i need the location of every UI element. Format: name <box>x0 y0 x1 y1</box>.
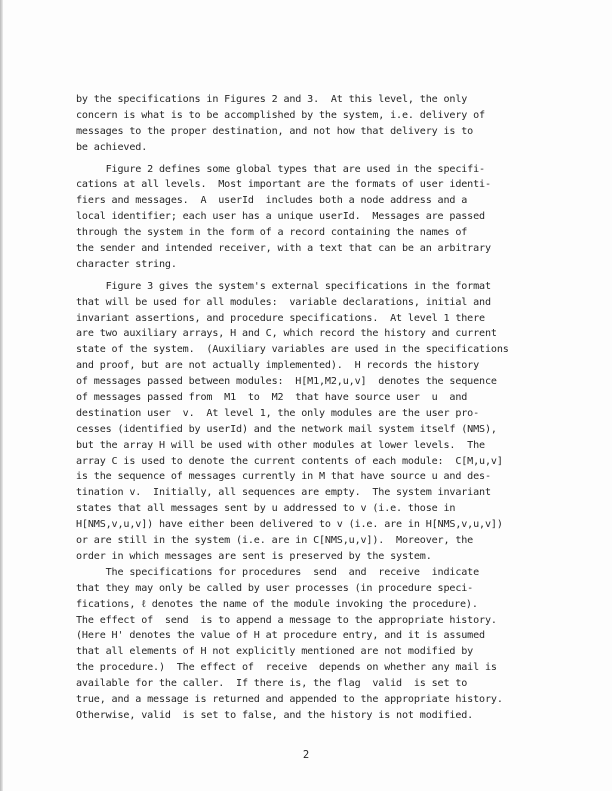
text-line: The specifications for procedures send and receive indicate <box>76 566 480 578</box>
text-line: and proof, but are not actually implemented). H records the history <box>76 360 480 372</box>
text-line: of messages passed from M1 to M2 that have source user u and <box>76 392 468 404</box>
text-line: that will be used for all modules: variable declarations, initial and <box>76 296 491 308</box>
text-line: that they may only be called by user processes (in procedure speci- <box>76 582 474 594</box>
text-line: Otherwise, valid is set to false, and the history is not modified. <box>76 709 474 721</box>
text-line: but the array H will be used with other modules at lower levels. The <box>76 439 485 451</box>
text-line: the sender and intended receiver, with a text that can be an arbitrary <box>76 243 491 255</box>
text-line: states that all messages sent by u addressed to v (i.e. those in <box>76 503 456 515</box>
text-line: true, and a message is returned and appended to the appropriate history. <box>76 693 503 705</box>
text-line: H[NMS,v,u,v]) have either been delivered to v (i.e. are in H[NMS,v,u,v]) <box>76 519 503 531</box>
paragraph <box>76 279 546 724</box>
text-line: of messages passed between modules: H[M1,M2,u,v] denotes the sequence <box>76 376 497 388</box>
body-text <box>76 92 546 724</box>
text-line: tination v. Initially, all sequences are empty. The system invariant <box>76 487 491 499</box>
text-line: be achieved. <box>76 141 148 153</box>
text-line: are two auxiliary arrays, H and C, which record the history and current <box>76 328 497 340</box>
text-line: state of the system. (Auxiliary variables are used in the specifications <box>76 344 509 356</box>
scan-edge <box>0 0 3 791</box>
paragraph <box>76 92 546 156</box>
text-line: that all elements of H not explicitly mentioned are not modified by <box>76 646 474 658</box>
text-line: Figure 2 defines some global types that are used in the specifi- <box>76 163 485 175</box>
text-line: fiers and messages. A userId includes both a node address and a <box>76 195 468 207</box>
text-line: invariant assertions, and procedure specifications. At level 1 there <box>76 312 485 324</box>
text-line: cesses (identified by userId) and the network mail system itself (NMS), <box>76 423 497 435</box>
text-line: by the specifications in Figures 2 and 3. At this level, the only <box>76 94 468 105</box>
text-line: Figure 3 gives the system's external specifications in the format <box>76 280 491 292</box>
text-line: character string. <box>76 258 177 270</box>
text-line: fications, ℓ denotes the name of the module invoking the procedure). <box>76 598 478 610</box>
text-line: available for the caller. If there is, the flag valid is set to <box>76 678 468 690</box>
text-line: through the system in the form of a record containing the names of <box>76 227 468 239</box>
paragraph <box>76 162 546 273</box>
text-line: order in which messages are sent is preserved by the system. <box>76 550 432 562</box>
text-line: destination user v. At level 1, the only modules are the user pro- <box>76 407 480 419</box>
text-line: cations at all levels. Most important are the formats of user identi- <box>76 179 491 191</box>
text-line: (Here H' denotes the value of H at procedure entry, and it is assumed <box>76 630 485 642</box>
text-line: concern is what is to be accomplished by the system, i.e. delivery of <box>76 109 485 121</box>
text-line: messages to the proper destination, and not how that delivery is to <box>76 125 474 137</box>
page-number: 2 <box>302 749 310 761</box>
text-line: is the sequence of messages currently in M that have source u and des- <box>76 471 491 483</box>
text-line: The effect of send is to append a message to the appropriate history. <box>76 614 497 626</box>
text-line: local identifier; each user has a unique userId. Messages are passed <box>76 211 485 223</box>
text-line: or are still in the system (i.e. are in C[NMS,u,v]). Moreover, the <box>76 535 474 547</box>
text-line: the procedure.) The effect of receive depends on whether any mail is <box>76 662 497 674</box>
text-line: array C is used to denote the current contents of each module: C[M,u,v] <box>76 455 503 467</box>
